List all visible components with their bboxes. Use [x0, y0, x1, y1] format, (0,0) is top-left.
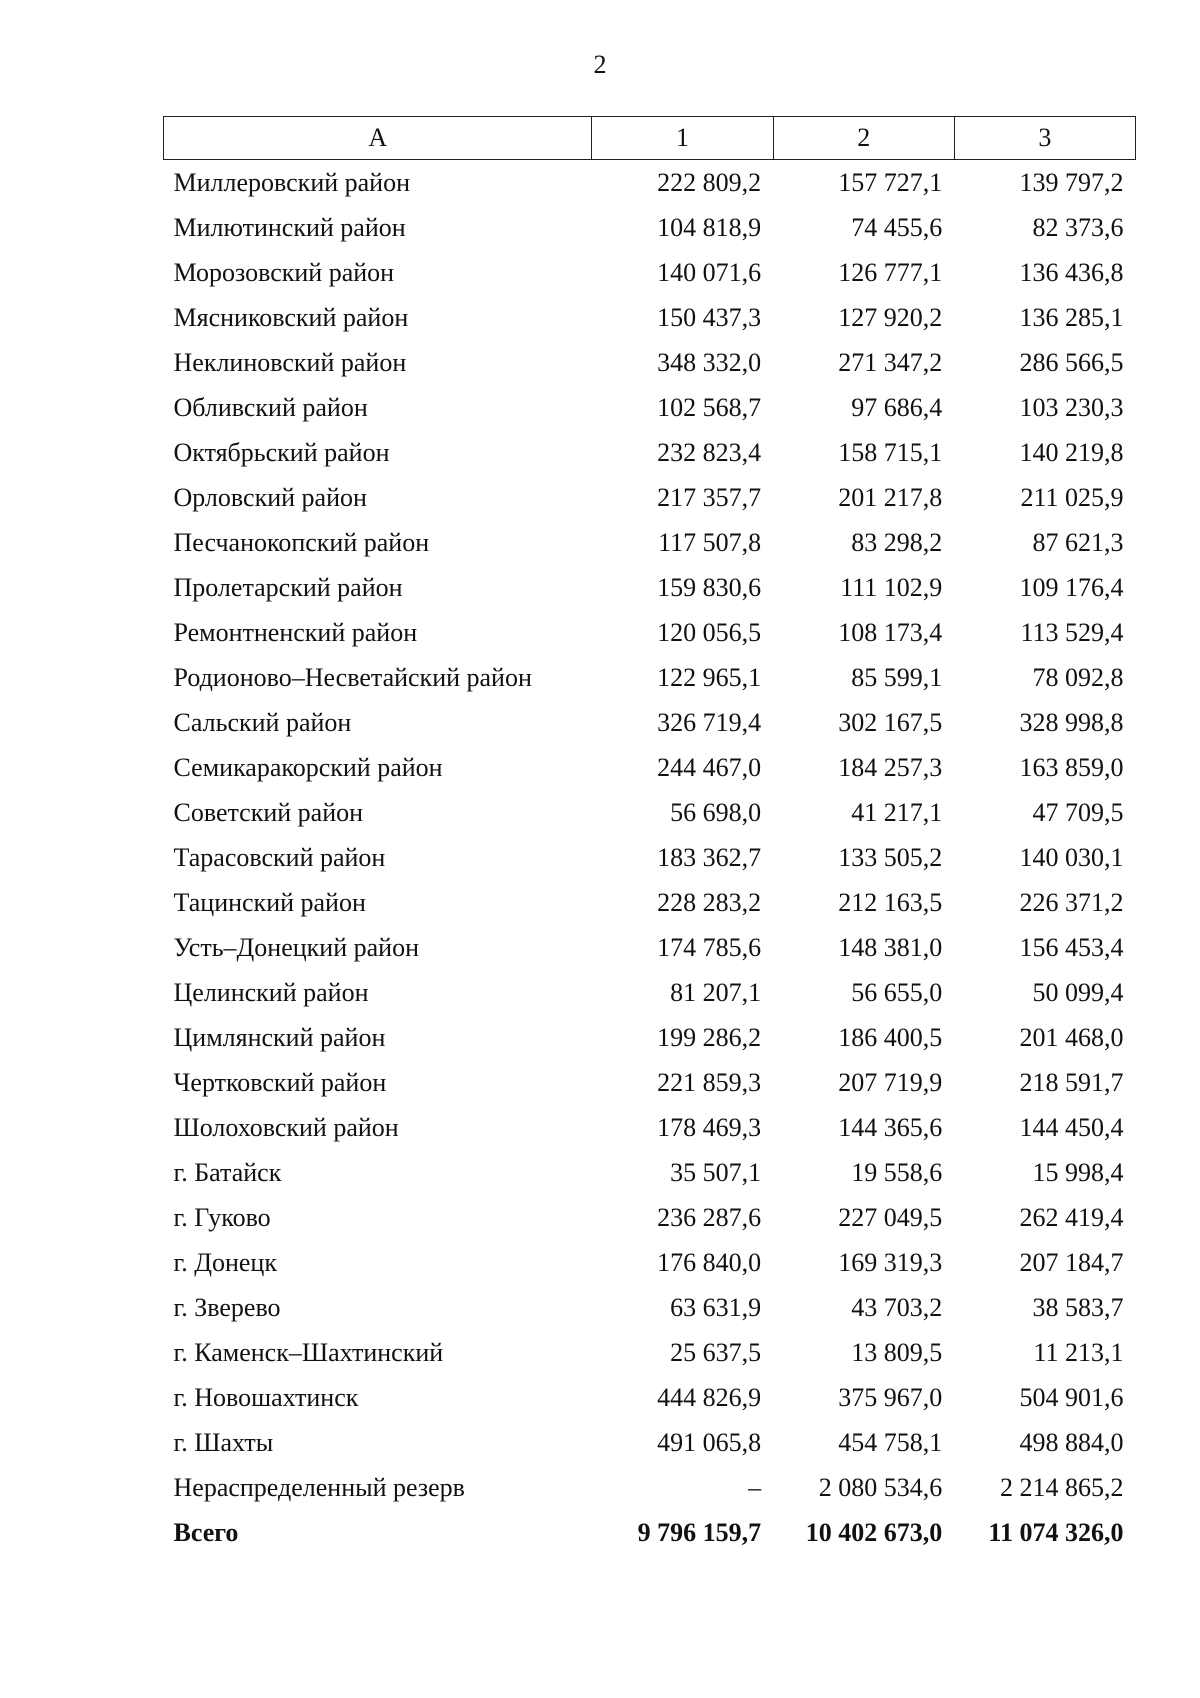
table-row: [164, 1285, 1136, 1330]
table-row: [164, 295, 1136, 340]
row-name-cell: Нераспределенный резерв: [173, 1472, 465, 1502]
row-name-cell: Всего: [173, 1517, 239, 1547]
row-name-cell: Мясниковский район: [173, 302, 409, 332]
value-col-2-cell: 184 257,3: [838, 752, 943, 782]
value-col-1-cell: 348 332,0: [657, 347, 762, 377]
value-col-2-cell: 74 455,6: [851, 212, 943, 242]
table-row: [164, 160, 1136, 206]
value-col-1-cell: 244 467,0: [657, 752, 762, 782]
row-name-cell: Советский район: [173, 797, 364, 827]
value-col-2-cell: 85 599,1: [851, 662, 943, 692]
value-col-1-cell: 25 637,5: [670, 1337, 762, 1367]
row-name-cell: Милютинский район: [173, 212, 406, 242]
row-name-cell: г. Новошахтинск: [173, 1382, 359, 1412]
table-row: [164, 1375, 1136, 1420]
table-row: [164, 1240, 1136, 1285]
value-col-3-cell: 201 468,0: [1019, 1022, 1124, 1052]
value-col-2-cell: 56 655,0: [851, 977, 943, 1007]
value-col-3-cell: 286 566,5: [1019, 347, 1124, 377]
row-name-cell: Усть–Донецкий район: [173, 932, 419, 962]
row-name-cell: г. Гуково: [173, 1202, 271, 1232]
table-row: [164, 835, 1136, 880]
value-col-1-cell: 117 507,8: [658, 527, 762, 557]
table-row: [164, 880, 1136, 925]
row-name-cell: Целинский район: [173, 977, 369, 1007]
value-col-3-cell: 82 373,6: [1032, 212, 1124, 242]
value-col-3-cell: 136 285,1: [1019, 302, 1124, 332]
value-col-1-cell: 444 826,9: [657, 1382, 762, 1412]
value-col-3-cell: 156 453,4: [1019, 932, 1124, 962]
row-name-cell: Чертковский район: [173, 1067, 387, 1097]
value-col-3-cell: 87 621,3: [1032, 527, 1124, 557]
value-col-2-cell: 41 217,1: [851, 797, 943, 827]
value-col-3-cell: 103 230,3: [1019, 392, 1124, 422]
value-col-3-cell: 11 074 326,0: [988, 1517, 1124, 1547]
value-col-3-cell: 498 884,0: [1019, 1427, 1124, 1457]
row-name-cell: Пролетарский район: [173, 572, 403, 602]
table-row: [164, 475, 1136, 520]
row-name-cell: г. Шахты: [173, 1427, 274, 1457]
table-row: [164, 1150, 1136, 1195]
value-col-1-cell: 159 830,6: [657, 572, 762, 602]
value-col-3-cell: 38 583,7: [1032, 1292, 1124, 1322]
value-col-3-cell: 262 419,4: [1019, 1202, 1124, 1232]
header-cell-a: А: [164, 117, 592, 160]
value-col-2-cell: 375 967,0: [838, 1382, 943, 1412]
value-col-1-cell: 81 207,1: [670, 977, 762, 1007]
value-col-1-cell: 222 809,2: [657, 167, 762, 197]
value-col-2-cell: 148 381,0: [838, 932, 943, 962]
value-col-1-cell: 9 796 159,7: [637, 1517, 762, 1547]
table-row: [164, 1465, 1136, 1510]
value-col-1-cell: 150 437,3: [657, 302, 762, 332]
value-col-1-cell: 178 469,3: [657, 1112, 762, 1142]
value-col-1-cell: –: [748, 1472, 762, 1502]
header-cell-2: 2: [773, 117, 954, 160]
value-col-3-cell: 2 214 865,2: [1000, 1472, 1124, 1502]
value-col-2-cell: 158 715,1: [838, 437, 943, 467]
table-row: [164, 1195, 1136, 1240]
table-row: [164, 1015, 1136, 1060]
value-col-2-cell: 302 167,5: [838, 707, 943, 737]
value-col-1-cell: 221 859,3: [657, 1067, 762, 1097]
value-col-1-cell: 199 286,2: [657, 1022, 762, 1052]
table-row: [164, 1330, 1136, 1375]
value-col-3-cell: 109 176,4: [1019, 572, 1124, 602]
table-body: [164, 160, 1136, 1556]
value-col-2-cell: 133 505,2: [838, 842, 943, 872]
table-row: [164, 430, 1136, 475]
value-col-1-cell: 122 965,1: [657, 662, 762, 692]
value-col-3-cell: 50 099,4: [1032, 977, 1124, 1007]
table-row: [164, 970, 1136, 1015]
value-col-2-cell: 201 217,8: [838, 482, 943, 512]
table-row: [164, 1060, 1136, 1105]
table-row: [164, 610, 1136, 655]
value-col-3-cell: 140 219,8: [1019, 437, 1124, 467]
value-col-3-cell: 136 436,8: [1019, 257, 1124, 287]
row-name-cell: Октябрьский район: [173, 437, 390, 467]
value-col-2-cell: 13 809,5: [851, 1337, 943, 1367]
value-col-3-cell: 163 859,0: [1019, 752, 1124, 782]
header-cell-1: 1: [592, 117, 773, 160]
value-col-1-cell: 56 698,0: [670, 797, 762, 827]
row-name-cell: Тацинский район: [173, 887, 366, 917]
value-col-2-cell: 454 758,1: [838, 1427, 943, 1457]
value-col-1-cell: 102 568,7: [657, 392, 762, 422]
value-col-1-cell: 120 056,5: [657, 617, 762, 647]
page-number: 2: [593, 50, 607, 79]
table-row: [164, 925, 1136, 970]
table-row: [164, 340, 1136, 385]
row-name-cell: Песчанокопский район: [173, 527, 430, 557]
value-col-1-cell: 63 631,9: [670, 1292, 762, 1322]
row-name-cell: г. Донецк: [173, 1247, 277, 1277]
value-col-1-cell: 228 283,2: [657, 887, 762, 917]
value-col-3-cell: 211 025,9: [1020, 482, 1124, 512]
table-row: [164, 655, 1136, 700]
header-row: [164, 117, 1136, 160]
value-col-3-cell: 113 529,4: [1020, 617, 1124, 647]
value-col-1-cell: 232 823,4: [657, 437, 762, 467]
value-col-3-cell: 78 092,8: [1032, 662, 1124, 692]
value-col-3-cell: 139 797,2: [1019, 167, 1124, 197]
value-col-3-cell: 15 998,4: [1032, 1157, 1124, 1187]
value-col-2-cell: 212 163,5: [838, 887, 943, 917]
value-col-2-cell: 207 719,9: [838, 1067, 943, 1097]
row-name-cell: г. Батайск: [173, 1157, 282, 1187]
value-col-2-cell: 227 049,5: [838, 1202, 943, 1232]
value-col-3-cell: 328 998,8: [1019, 707, 1124, 737]
value-col-1-cell: 176 840,0: [657, 1247, 762, 1277]
row-name-cell: Орловский район: [173, 482, 367, 512]
table-row: [164, 745, 1136, 790]
row-name-cell: г. Каменск–Шахтинский: [173, 1337, 444, 1367]
value-col-2-cell: 127 920,2: [838, 302, 943, 332]
value-col-1-cell: 104 818,9: [657, 212, 762, 242]
value-col-2-cell: 108 173,4: [838, 617, 943, 647]
value-col-2-cell: 111 102,9: [840, 572, 943, 602]
value-col-2-cell: 19 558,6: [851, 1157, 943, 1187]
row-name-cell: Родионово–Несветайский район: [173, 662, 532, 692]
row-name-cell: Сальский район: [173, 707, 352, 737]
row-name-cell: Ремонтненский район: [173, 617, 418, 647]
value-col-1-cell: 174 785,6: [657, 932, 762, 962]
table-header: [164, 117, 1136, 160]
value-col-3-cell: 504 901,6: [1019, 1382, 1124, 1412]
value-col-2-cell: 144 365,6: [838, 1112, 943, 1142]
value-col-2-cell: 97 686,4: [851, 392, 943, 422]
value-col-2-cell: 10 402 673,0: [805, 1517, 943, 1547]
value-col-1-cell: 140 071,6: [657, 257, 762, 287]
table-row: [164, 520, 1136, 565]
row-name-cell: Неклиновский район: [173, 347, 407, 377]
value-col-1-cell: 236 287,6: [657, 1202, 762, 1232]
table-row: [164, 700, 1136, 745]
row-name-cell: г. Зверево: [173, 1292, 281, 1322]
value-col-2-cell: 271 347,2: [838, 347, 943, 377]
total-row: [164, 1510, 1136, 1555]
row-name-cell: Тарасовский район: [173, 842, 386, 872]
table-row: [164, 385, 1136, 430]
value-col-2-cell: 83 298,2: [851, 527, 943, 557]
value-col-1-cell: 183 362,7: [657, 842, 762, 872]
row-name-cell: Цимлянский район: [173, 1022, 386, 1052]
value-col-2-cell: 186 400,5: [838, 1022, 943, 1052]
value-col-3-cell: 207 184,7: [1019, 1247, 1124, 1277]
table-row: [164, 205, 1136, 250]
value-col-3-cell: 140 030,1: [1019, 842, 1124, 872]
table-row: [164, 250, 1136, 295]
table-row: [164, 565, 1136, 610]
value-col-1-cell: 326 719,4: [657, 707, 762, 737]
table-row: [164, 1105, 1136, 1150]
value-col-2-cell: 126 777,1: [838, 257, 943, 287]
row-name-cell: Семикаракорский район: [173, 752, 443, 782]
value-col-1-cell: 217 357,7: [657, 482, 762, 512]
value-col-3-cell: 144 450,4: [1019, 1112, 1124, 1142]
value-col-2-cell: 2 080 534,6: [818, 1472, 943, 1502]
row-name-cell: Обливский район: [173, 392, 368, 422]
value-col-1-cell: 491 065,8: [657, 1427, 762, 1457]
value-col-3-cell: 226 371,2: [1019, 887, 1124, 917]
table-row: [164, 790, 1136, 835]
table-row: [164, 1420, 1136, 1465]
row-name-cell: Миллеровский район: [173, 167, 411, 197]
value-col-2-cell: 169 319,3: [838, 1247, 943, 1277]
row-name-cell: Морозовский район: [173, 257, 395, 287]
value-col-3-cell: 47 709,5: [1032, 797, 1124, 827]
value-col-3-cell: 11 213,1: [1033, 1337, 1124, 1367]
value-col-3-cell: 218 591,7: [1019, 1067, 1124, 1097]
value-col-1-cell: 35 507,1: [670, 1157, 762, 1187]
budget-table: [163, 116, 1136, 1555]
row-name-cell: Шолоховский район: [173, 1112, 399, 1142]
header-cell-3: 3: [954, 117, 1135, 160]
value-col-2-cell: 43 703,2: [851, 1292, 943, 1322]
value-col-2-cell: 157 727,1: [838, 167, 943, 197]
